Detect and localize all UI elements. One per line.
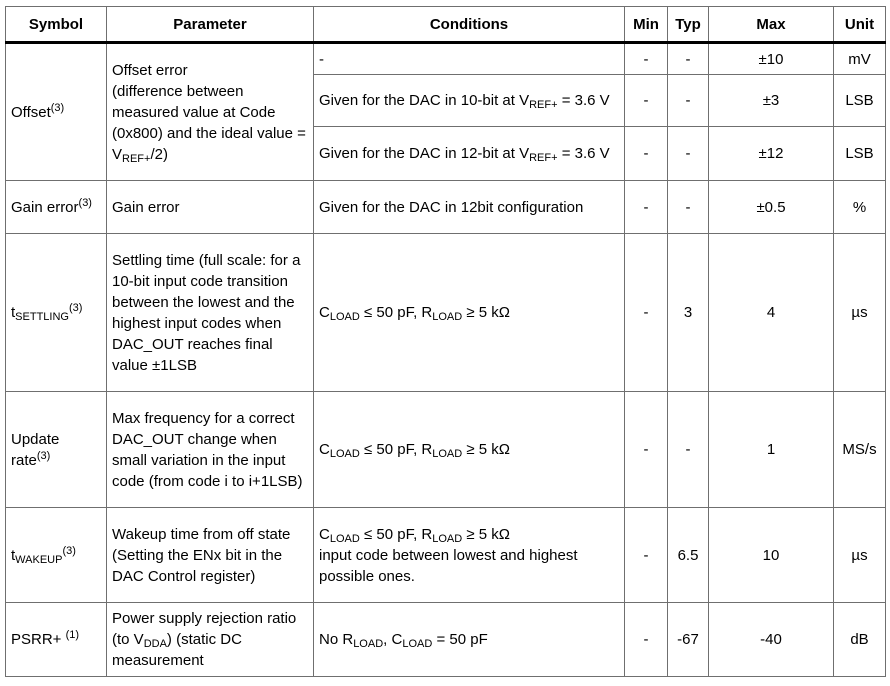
wakeup-cond-end: ≥ 5 kΩ [462,525,511,543]
gain-min: - [625,181,668,234]
psrr-cond-end: = 50 pF [432,631,488,648]
offset-unit-2: LSB [834,75,886,127]
offset-cond-1-text: - [319,50,324,68]
settling-cond [314,234,625,392]
offset-unit-3: LSB [834,127,886,181]
psrr-param-text: Power supply rejection ratio (to V [112,610,297,648]
table-row-wakeup [6,508,886,603]
offset-typ-3: - [668,127,709,181]
table-row-update-rate [6,392,886,508]
wakeup-symbol [6,508,107,603]
table-row-gain [6,181,886,234]
wakeup-cond-c: C [319,525,330,543]
dac-characteristics-table [5,6,886,677]
wakeup-symbol-text: t [11,546,16,564]
settling-typ: 3 [668,234,709,392]
update-symbol-note: (3) [36,449,51,462]
header-max: Max [709,7,834,43]
wakeup-symbol-sub: WAKEUP [15,553,63,566]
gain-max: ±0.5 [709,181,834,234]
settling-parameter: Settling time (full scale: for a 10-bit input code transition between the lowest and the highest input codes when DAC_OUT reaches final value ±1LSB [107,234,314,392]
update-symbol-text: Update rate [11,430,60,469]
update-parameter: Max frequency for a correct DAC_OUT change when small variation in the input code (from code i to i+1LSB) [107,392,314,508]
update-cond-r-sub: LOAD [432,448,463,460]
gain-symbol [6,181,107,234]
update-cond [314,392,625,508]
gain-cond: Given for the DAC in 12bit configuration [314,181,625,234]
settling-cond-c: C [319,304,330,321]
offset-cond-2 [314,75,625,127]
settling-symbol-text: t [11,304,16,321]
offset-cond-3 [314,127,625,181]
settling-unit: µs [834,234,886,392]
offset-symbol [6,43,107,181]
header-parameter: Parameter [107,7,314,43]
update-cond-mid: ≤ 50 pF, R [359,441,433,458]
header-row [6,7,886,43]
psrr-cond-r-sub: LOAD [353,638,384,650]
offset-unit-1: mV [834,43,886,75]
settling-symbol-note: (3) [68,302,83,314]
offset-min-3: - [625,127,668,181]
offset-param-text: (difference between measured value at Code (0x800) and the ideal value = V [112,82,306,163]
offset-typ-2: - [668,75,709,127]
offset-symbol-text: Offset [11,103,51,121]
wakeup-cond-line1 [319,524,619,545]
update-unit: MS/s [834,392,886,508]
gain-unit: % [834,181,886,234]
update-cond-c-sub: LOAD [329,448,360,460]
offset-param-end: /2) [150,145,168,163]
offset-typ-1: - [668,43,709,75]
offset-max-3: ±12 [709,127,834,181]
gain-symbol-note: (3) [78,196,92,209]
psrr-symbol-text: PSRR+ [11,631,66,648]
gain-typ: - [668,181,709,234]
psrr-symbol [6,603,107,677]
gain-symbol-text: Gain error [11,198,79,216]
wakeup-cond-c-sub: LOAD [329,532,360,545]
wakeup-unit: µs [834,508,886,603]
psrr-cond-mid: , C [383,631,403,648]
offset-cond-3-sub: REF+ [529,152,558,164]
offset-min-1: - [625,43,668,75]
settling-symbol [6,234,107,392]
offset-max-1: ±10 [709,43,834,75]
offset-param-sub: REF+ [122,152,151,165]
psrr-cond-c-sub: LOAD [402,638,433,650]
wakeup-cond-mid: ≤ 50 pF, R [359,525,433,543]
psrr-symbol-note: (1) [65,629,80,641]
update-min: - [625,392,668,508]
offset-cond-1 [314,43,625,75]
header-unit: Unit [834,7,886,43]
offset-min-2: - [625,75,668,127]
psrr-typ: -67 [668,603,709,677]
psrr-param-sub: DDA [143,638,167,650]
settling-min: - [625,234,668,392]
header-typ: Typ [668,7,709,43]
offset-cond-3-text: Given for the DAC in 12-bit at V [319,145,530,162]
table-row-psrr [6,603,886,677]
psrr-cond [314,603,625,677]
header-symbol: Symbol [6,7,107,43]
update-cond-end: ≥ 5 kΩ [462,441,511,458]
table-row-offset-1 [6,43,886,75]
psrr-min: - [625,603,668,677]
table-row-settling [6,234,886,392]
wakeup-cond [314,508,625,603]
offset-cond-2-text: Given for the DAC in 10-bit at V [319,92,530,109]
header-conditions: Conditions [314,7,625,43]
offset-cond-2-end: = 3.6 V [557,92,610,109]
psrr-cond-r: No R [319,631,354,648]
wakeup-cond-line2: input code between lowest and highest possible ones. [319,546,578,585]
psrr-unit: dB [834,603,886,677]
wakeup-typ: 6.5 [668,508,709,603]
wakeup-symbol-note: (3) [62,544,76,557]
settling-cond-end: ≥ 5 kΩ [462,304,511,321]
wakeup-min: - [625,508,668,603]
psrr-parameter [107,603,314,677]
settling-symbol-sub: SETTLING [15,311,69,323]
update-max: 1 [709,392,834,508]
settling-cond-mid: ≤ 50 pF, R [359,304,433,321]
offset-symbol-note: (3) [50,101,65,114]
offset-cond-2-sub: REF+ [529,99,558,111]
wakeup-max: 10 [709,508,834,603]
settling-max: 4 [709,234,834,392]
settling-cond-c-sub: LOAD [329,311,360,323]
wakeup-parameter: Wakeup time from off state (Setting the ENx bit in the DAC Control register) [107,508,314,603]
update-symbol [6,392,107,508]
settling-cond-r-sub: LOAD [432,311,463,323]
psrr-max: -40 [709,603,834,677]
psrr-param-end: ) (static DC measurement [112,631,242,669]
header-min: Min [625,7,668,43]
update-typ: - [668,392,709,508]
wakeup-cond-r-sub: LOAD [432,532,463,545]
offset-param-line2 [112,81,308,165]
offset-cond-3-end: = 3.6 V [557,145,610,162]
gain-parameter: Gain error [107,181,314,234]
offset-max-2: ±3 [709,75,834,127]
update-cond-c: C [319,441,330,458]
offset-parameter [107,43,314,181]
offset-param-line1: Offset error [112,61,188,79]
